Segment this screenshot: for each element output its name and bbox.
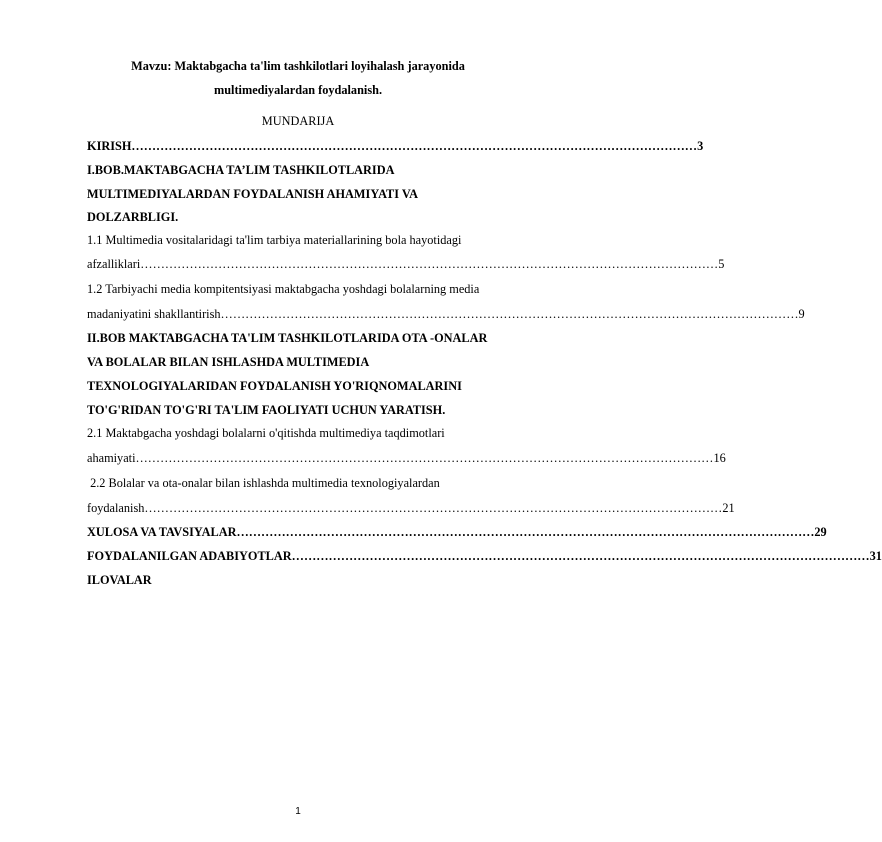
toc-chapter-2-line-4: TO'G'RIDAN TO'G'RI TA'LIM FAOLIYATI UCHUN YARATISH. — [87, 403, 446, 417]
toc-chapter-1-line-2: MULTIMEDIYALARDAN FOYDALANISH AHAMIYATI VA — [87, 187, 419, 201]
toc-section-1-2 — [87, 304, 805, 324]
toc-section-2-2-line-1: 2.2 Bolalar va ota-onalar bilan ishlashda multimedia texnologiyalardan — [87, 476, 440, 490]
toc-chapter-1-line-1: I.BOB.MAKTABGACHA TA’LIM TASHKILOTLARIDA — [87, 163, 395, 177]
toc-leader-dots: …………………………………………………………………………………………………………………………… — [236, 525, 815, 539]
document-title-line-1: Mavzu: Maktabgacha ta'lim tashkilotlari loyihalash jarayonida — [131, 59, 465, 73]
toc-leader-dots: …………………………………………………………………………………………………………………………… — [135, 451, 714, 465]
toc-leader-dots: …………………………………………………………………………………………………………………………… — [144, 501, 723, 515]
toc-leader-dots: ………………………………………………………………………………………………………………………… — [131, 139, 698, 153]
document-title-line-2: multimediyalardan foydalanish. — [213, 83, 383, 97]
toc-page-number: 31 — [869, 549, 882, 563]
toc-chapter-2-line-1: II.BOB MAKTABGACHA TA'LIM TASHKILOTLARIDA OTA -ONALAR — [87, 331, 488, 345]
toc-entry-references — [87, 546, 882, 566]
toc-page-number: 9 — [798, 307, 805, 321]
toc-chapter-1-line-3: DOLZARBLIGI. — [87, 210, 179, 224]
toc-entry-label: madaniyatini shakllantirish — [87, 307, 221, 321]
toc-entry-conclusion — [87, 522, 827, 542]
toc-page-number: 21 — [722, 501, 735, 515]
toc-chapter-2-line-2: VA BOLALAR BILAN ISHLASHDA MULTIMEDIA — [87, 355, 370, 369]
toc-section-2-1 — [87, 448, 726, 468]
toc-page-number: 16 — [713, 451, 726, 465]
page-number: 1 — [295, 806, 301, 817]
toc-leader-dots: …………………………………………………………………………………………………………………………… — [220, 307, 799, 321]
toc-entry-appendix: ILOVALAR — [87, 573, 152, 587]
toc-section-2-1-line-1: 2.1 Maktabgacha yoshdagi bolalarni o'qitishda multimediya taqdimotlari — [87, 426, 445, 440]
toc-chapter-2-line-3: TEXNOLOGIYALARIDAN FOYDALANISH YO'RIQNOMALARINI — [87, 379, 462, 393]
toc-page-number: 29 — [814, 525, 827, 539]
toc-leader-dots: …………………………………………………………………………………………………………………………… — [140, 257, 719, 271]
toc-leader-dots: …………………………………………………………………………………………………………………………… — [291, 549, 870, 563]
toc-section-1-2-line-1: 1.2 Tarbiyachi media kompitentsiyasi maktabgacha yoshdagi bolalarning media — [87, 282, 480, 296]
contents-heading: MUNDARIJA — [261, 114, 335, 128]
toc-page-number: 3 — [697, 139, 704, 153]
toc-entry-label: afzalliklari — [87, 257, 141, 271]
toc-entry-label: FOYDALANILGAN ADABIYOTLAR — [87, 549, 292, 563]
toc-entry-intro — [87, 136, 704, 156]
toc-section-1-1-line-1: 1.1 Multimedia vositalaridagi ta'lim tarbiya materiallarining bola hayotidagi — [87, 233, 462, 247]
toc-entry-label: ahamiyati — [87, 451, 136, 465]
toc-page-number: 5 — [718, 257, 725, 271]
toc-entry-label: XULOSA VA TAVSIYALAR — [87, 525, 237, 539]
toc-entry-label: KIRISH — [87, 139, 132, 153]
toc-entry-label: foydalanish — [87, 501, 145, 515]
toc-section-2-2 — [87, 498, 735, 518]
toc-section-1-1 — [87, 254, 725, 274]
